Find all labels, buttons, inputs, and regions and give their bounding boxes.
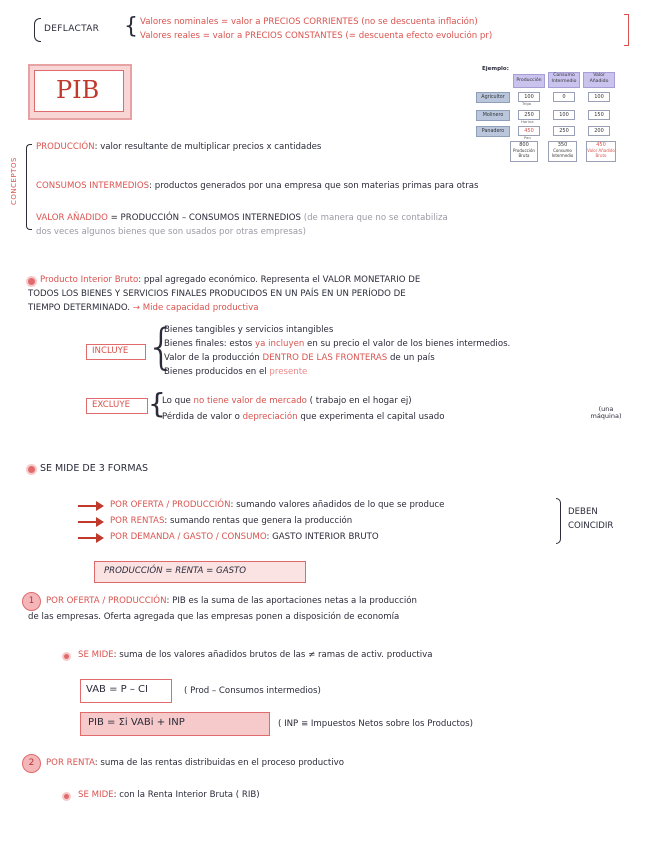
- produccion-row: [36, 142, 321, 153]
- formas-title: SE MIDE DE 3 FORMAS: [40, 463, 149, 474]
- deflactar-bracket: [34, 18, 41, 42]
- deflactar-line1: Valores nominales = valor a PRECIOS CORRIENTES (no se descuenta inflación): [140, 17, 478, 27]
- excluye-item-2b: depreciación: [242, 412, 298, 422]
- incluye-brace: {: [146, 319, 177, 375]
- vab-def: = PRODUCCIÓN – CONSUMOS INTERNEDIOS: [107, 213, 302, 223]
- produccion-def: : valor resultante de multiplicar precios x cantidades: [94, 142, 322, 152]
- section2-term: POR RENTA: [46, 758, 95, 768]
- consumos-def: : productos generados por una empresa que son materias primas para otras: [149, 181, 479, 191]
- example-cell: 250: [518, 110, 540, 120]
- section2-se-mide-text: : con la Renta Interior Bruta ( RIB): [113, 790, 260, 800]
- example-sub: Trigo: [522, 101, 532, 106]
- excluye-item-2d: (una máquina): [590, 405, 622, 420]
- section2-line1: [46, 758, 344, 769]
- pib-def-line3b: → Mide capacidad productiva: [132, 303, 259, 313]
- excluye-item-1a: Lo que: [162, 396, 194, 406]
- produccion-term: PRODUCCIÓN: [36, 142, 95, 152]
- conceptos-side-label: CONCEPTOS: [10, 157, 18, 205]
- example-cell: 200: [588, 126, 610, 136]
- example-total-valor: [586, 141, 616, 162]
- vab-note1: (de manera que no se contabiliza: [303, 213, 448, 223]
- deflactar-brace: {: [124, 14, 138, 39]
- oferta-def: : sumando valores añadidos de lo que se produce: [230, 500, 445, 510]
- pib-def-line1: [40, 275, 420, 286]
- section1-se-mide-text: : suma de los valores añadidos brutos de las ≠ ramas de activ. productiva: [113, 650, 433, 660]
- demanda-def: : GASTO INTERIOR BRUTO: [266, 532, 379, 542]
- example-row-molinero: Molinero: [476, 110, 510, 121]
- oferta-row: [110, 500, 444, 511]
- incluye-item-3: [164, 353, 435, 364]
- section2-se-mide: [78, 790, 260, 801]
- incluye-item-2b: ya incluyen: [255, 339, 305, 349]
- arrowhead-oferta: [96, 501, 104, 511]
- incluye-item-3b: DENTRO DE LAS FRONTERAS: [262, 353, 388, 363]
- excluye-label: EXCLUYE: [92, 400, 131, 410]
- demanda-row: [110, 532, 379, 543]
- oferta-term: POR OFERTA / PRODUCCIÓN: [110, 500, 231, 510]
- example-cell: 100: [588, 92, 610, 102]
- coincidir-label: COINCIDIR: [568, 521, 614, 531]
- example-header-produccion: Producción: [513, 74, 545, 88]
- arrowhead-rentas: [96, 517, 104, 527]
- deflactar-label: DEFLACTAR: [44, 24, 100, 34]
- vab-row: [36, 213, 448, 224]
- arrow-oferta: [78, 505, 98, 507]
- section1-se-mide: [78, 650, 433, 661]
- section1-term: POR OFERTA / PRODUCCIÓN: [46, 596, 167, 606]
- formas-bullet: [28, 466, 35, 473]
- example-sub: Harina: [521, 119, 534, 124]
- section2-bullet: [64, 794, 69, 799]
- example-cell: 0: [553, 92, 575, 102]
- section2-text1: : suma de las rentas distribuidas en el proceso productivo: [94, 758, 344, 768]
- incluye-item-1: Bienes tangibles y servicios intangibles: [164, 325, 334, 335]
- pib-def-line3a: TIEMPO DETERMINADO.: [28, 303, 131, 313]
- formula-vab-note: ( Prod – Consumos intermedios): [184, 686, 321, 696]
- example-total-value: 800: [519, 142, 529, 148]
- rentas-term: POR RENTAS: [110, 516, 165, 526]
- section2-se-mide-label: SE MIDE: [78, 790, 114, 800]
- pib-term: Producto Interior Bruto: [40, 275, 139, 285]
- excluye-item-2: [162, 412, 445, 423]
- example-total-label: Valor Añadido Bruto: [587, 148, 615, 158]
- example-cell: 100: [553, 110, 575, 120]
- pib-def-text: : ppal agregado económico. Representa el VALOR MONETARIO DE: [138, 275, 421, 285]
- example-total-produccion: [510, 141, 538, 162]
- arrow-demanda: [78, 537, 98, 539]
- excluye-item-2c: que experimenta el capital usado: [297, 412, 445, 422]
- section1-se-mide-label: SE MIDE: [78, 650, 114, 660]
- example-total-consumo: [548, 141, 577, 162]
- incluye-item-3c: de un país: [387, 353, 435, 363]
- excluye-item-2a: Pérdida de valor o: [162, 412, 243, 422]
- section1-line1: [46, 596, 417, 607]
- arrowhead-demanda: [96, 533, 104, 543]
- excluye-item-1: [162, 396, 412, 407]
- deflactar-line2: Valores reales = valor a PRECIOS CONSTANTES (= descuenta efecto evolución pr): [140, 31, 493, 41]
- incluye-item-4b: presente: [269, 367, 308, 377]
- pib-def-line3: [28, 303, 259, 314]
- example-cell: 450: [518, 126, 540, 136]
- rentas-row: [110, 516, 352, 527]
- example-row-panadero: Panadero: [476, 126, 510, 137]
- consumos-term: CONSUMOS INTERMEDIOS: [36, 181, 150, 191]
- section1-bullet: [64, 654, 69, 659]
- example-header-valor: Valor Añadido: [583, 72, 615, 88]
- example-title: Ejemplo:: [482, 66, 509, 72]
- section1-number: 1: [22, 592, 41, 611]
- excluye-item-1b: no tiene valor de mercado: [193, 396, 307, 406]
- example-cell: 250: [553, 126, 575, 136]
- example-total-value: 350: [557, 142, 568, 148]
- pib-title: PIB: [56, 76, 100, 104]
- example-header-consumo: Consumo Intermedio: [548, 72, 580, 88]
- example-total-value: 450: [596, 142, 606, 148]
- pib-def-line2: TODOS LOS BIENES Y SERVICIOS FINALES PRODUCIDOS EN UN PAÍS EN UN PERÍODO DE: [28, 289, 406, 299]
- incluye-item-2c: en su precio el valor de los bienes intermedios.: [304, 339, 511, 349]
- deben-label: DEBEN: [568, 507, 598, 517]
- example-total-label: Consumo Intermedio: [551, 148, 574, 158]
- example-cell: 100: [518, 92, 540, 102]
- excluye-brace: {: [148, 387, 166, 420]
- vab-term: VALOR AÑADIDO: [36, 213, 108, 223]
- incluye-label: INCLUYE: [92, 346, 129, 356]
- section2-number: 2: [22, 754, 41, 773]
- conceptos-bracket: [26, 144, 32, 230]
- formula-pib-note: ( INP ≡ Impuestos Netos sobre los Productos): [278, 719, 473, 729]
- incluye-item-4a: Bienes producidos en el: [164, 367, 270, 377]
- formula-vab: VAB = P – CI: [86, 684, 148, 695]
- rentas-def: : sumando rentas que genera la producción: [164, 516, 353, 526]
- arrow-rentas: [78, 521, 98, 523]
- incluye-item-2: [164, 339, 510, 350]
- incluye-item-2a: Bienes finales: estos: [164, 339, 256, 349]
- example-row-agricultor: Agricultor: [476, 92, 510, 103]
- section1-text1: : PIB es la suma de las aportaciones netas a la producción: [166, 596, 417, 606]
- incluye-item-4: [164, 367, 307, 378]
- example-sub: Pan: [524, 135, 531, 140]
- section1-line2: de las empresas. Oferta agregada que las empresas ponen a disposición de economía: [28, 612, 400, 622]
- formas-close-brace: [556, 498, 561, 544]
- pib-bullet: [28, 278, 35, 285]
- deflactar-close-bracket: [624, 14, 629, 46]
- example-cell: 150: [588, 110, 610, 120]
- vab-note2: dos veces algunos bienes que son usados por otras empresas): [36, 227, 306, 237]
- incluye-item-3a: Valor de la producción: [164, 353, 263, 363]
- example-total-label: Producción Bruta: [513, 148, 535, 158]
- demanda-term: POR DEMANDA / GASTO / CONSUMO: [110, 532, 267, 542]
- consumos-row: [36, 181, 478, 192]
- formula-pib: PIB = Σi VABi + INP: [88, 717, 185, 728]
- excluye-item-1c: ( trabajo en el hogar ej): [306, 396, 412, 406]
- equation-text: PRODUCCIÓN = RENTA = GASTO: [104, 566, 247, 576]
